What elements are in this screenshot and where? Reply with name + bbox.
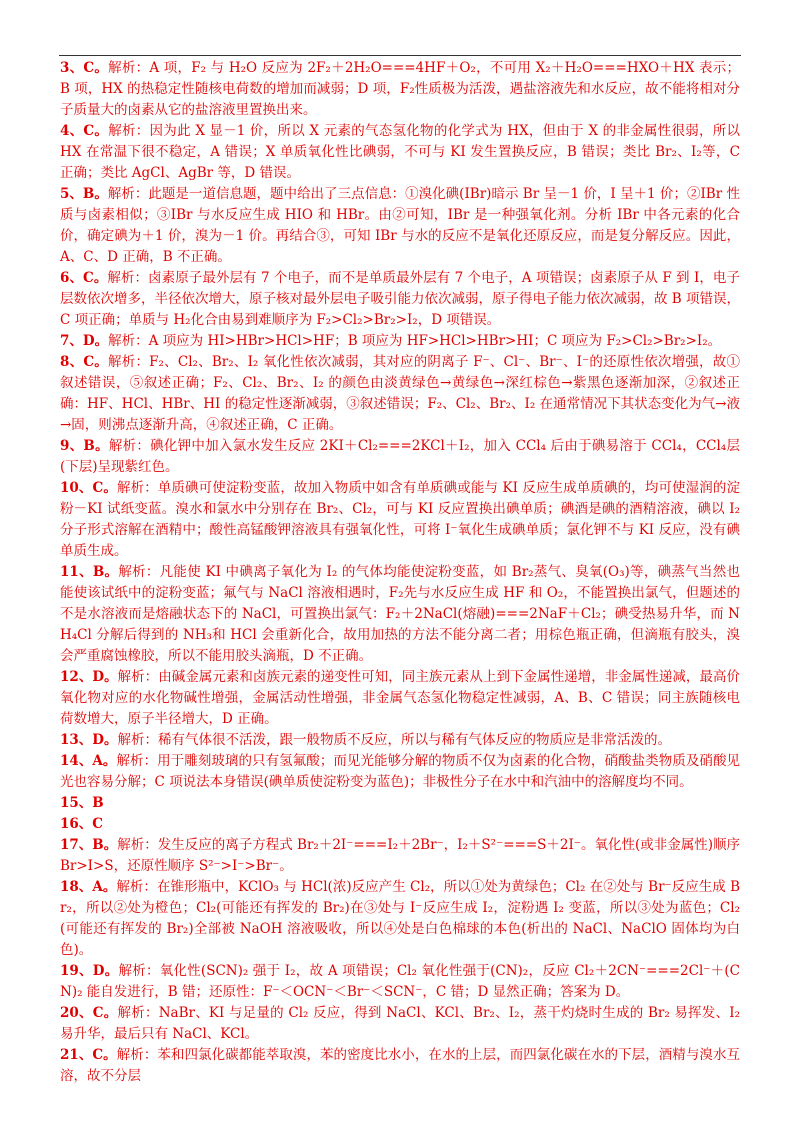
answer-label: 5、B。: [60, 186, 108, 202]
answer-explanation: 解析：卤素原子最外层有 7 个电子，而不是单质最外层有 7 个电子，A 项错误；卤素原子从 F 到 I，电子层数依次增多，半径依次增大，原子核对最外层电子吸引能力依次减弱，原子得电子能力依次减弱，故 B 项错误，C 项正确；单质与 H₂化合由易到难顺序为 F₂>Cl₂>Br₂>I₂，D 项错误。: [60, 270, 741, 328]
answer-list: [60, 58, 740, 1087]
answer-label: 21、C。: [60, 1047, 117, 1063]
answer-label: 20、C。: [60, 1005, 118, 1021]
answer-item-17: [60, 835, 740, 877]
answer-explanation: 解析：由碱金属元素和卤族元素的递变性可知，同主族元素从上到下金属性递增，非金属性递减，最高价氧化物对应的水化物碱性增强，金属活动性增强，非金属气态氢化物稳定性减弱，A、B、C 错误；同主族随核电荷数增大，原子半径增大，D 正确。: [60, 669, 741, 727]
answer-explanation: 解析：苯和四氯化碳都能萃取溴，苯的密度比水小，在水的上层，而四氯化碳在水的下层，酒精与溴水互溶，故不分层: [60, 1047, 741, 1084]
answer-explanation: 解析：凡能使 KI 中碘离子氧化为 I₂ 的气体均能使淀粉变蓝，如 Br₂蒸气、臭氧(O₃)等，碘蒸气当然也能使该试纸中的淀粉变蓝；氟气与 NaCl 溶液相遇时，F₂先与水反应生成 HF 和 O₂，不能置换出氯气，但题述的不是水溶液而是熔融状态下的 NaCl，可置换出氯气：F₂＋2NaCl(熔融)===2NaF＋Cl₂；碘受热易升华，而 NH₄Cl 分解后得到的 NH₃和 HCl 会重新化合，故用加热的方法不能分离二者；用棕色瓶正确，但滴瓶有胶头，溴会严重腐蚀橡胶，所以不能用胶头滴瓶，D 不正确。: [60, 564, 740, 664]
answer-label: 4、C。: [60, 123, 109, 139]
answer-label: 15、B: [60, 795, 104, 811]
answer-explanation: 解析：单质碘可使淀粉变蓝，故加入物质中如含有单质碘或能与 KI 反应生成单质碘的，均可使湿润的淀粉－KI 试纸变蓝。溴水和氯水中分别存在 Br₂、Cl₂，可与 KI 反应置换出碘单质；碘酒是碘的酒精溶液，碘以 I₂ 分子形式溶解在酒精中；酸性高锰酸钾溶液具有强氧化性，可将 I⁻氧化生成碘单质；氯化钾不与 KI 反应，没有碘单质生成。: [60, 480, 741, 559]
answer-item-13: [60, 730, 740, 751]
answer-explanation: 解析：氧化性(SCN)₂ 强于 I₂，故 A 项错误；Cl₂ 氧化性强于(CN)₂，反应 Cl₂＋2CN⁻===2Cl⁻＋(CN)₂ 能自发进行，B 错；还原性：F⁻＜OCN⁻＜Br⁻＜SCN⁻，C 错；D 显然正确；答案为 D。: [60, 963, 740, 1000]
answer-explanation: 解析：A 项，F₂ 与 H₂O 反应为 2F₂＋2H₂O===4HF＋O₂，不可用 X₂＋H₂O===HXO＋HX 表示；B 项，HX 的热稳定性随核电荷数的增加而减弱；D 项，F₂性质极为活泼，遇盐溶液先和水反应，故不能将相对分子质量大的卤素从它的盐溶液里置换出来。: [60, 60, 740, 118]
answer-item-6: [60, 268, 740, 331]
answer-item-3: [60, 58, 740, 121]
answer-item-14: [60, 751, 740, 793]
answer-item-12: [60, 667, 740, 730]
answer-label: 6、C。: [60, 270, 108, 286]
answer-item-4: [60, 121, 740, 184]
answer-explanation: 解析：因为此 X 显－1 价，所以 X 元素的气态氢化物的化学式为 HX，但由于 X 的非金属性很弱，所以 HX 在常温下很不稳定，A 错误；X 单质氧化性比碘弱，不可与 KI 发生置换反应，B 错误；类比 Br₂、I₂等，C 正确；类比 AgCl、AgBr 等，D 错误。: [60, 123, 740, 181]
answer-label: 14、A。: [60, 753, 117, 769]
answer-explanation: 解析：A 项应为 HI>HBr>HCl>HF；B 项应为 HF>HCl>HBr>HI；C 项应为 F₂>Cl₂>Br₂>I₂。: [108, 333, 722, 349]
answer-explanation: 解析：此题是一道信息题，题中给出了三点信息：①溴化碘(IBr)暗示 Br 呈－1 价，I 呈＋1 价；②IBr 性质与卤素相似；③IBr 与水反应生成 HIO 和 HBr。由②可知，IBr 是一种强氧化剂。分析 IBr 中各元素的化合价，确定碘为＋1 价，溴为－1 价。再结合③，可知 IBr 与水的反应不是氧化还原反应，而是复分解反应。因此，A、C、D 正确，B 不正确。: [60, 186, 740, 265]
answer-item-21: [60, 1045, 740, 1087]
answer-label: 19、D。: [60, 963, 119, 979]
answer-item-18: [60, 877, 740, 961]
answer-item-5: [60, 184, 740, 268]
answer-item-11: [60, 562, 740, 667]
answer-label: 11、B。: [60, 564, 119, 580]
answer-label: 3、C。: [60, 60, 109, 76]
answer-explanation: 解析：NaBr、KI 与足量的 Cl₂ 反应，得到 NaCl、KCl、Br₂、I₂，蒸干灼烧时生成的 Br₂ 易挥发、I₂ 易升华，最后只有 NaCl、KCl。: [60, 1005, 741, 1042]
answer-item-16: [60, 814, 740, 835]
answer-explanation: 解析：F₂、Cl₂、Br₂、I₂ 氧化性依次减弱，其对应的阴离子 F⁻、Cl⁻、Br⁻、I⁻的还原性依次增强，故①叙述错误，⑤叙述正确；F₂、Cl₂、Br₂、I₂ 的颜色由淡黄绿色→黄绿色→深红棕色→紫黑色逐渐加深，②叙述正确：HF、HCl、HBr、HI 的稳定性逐渐减弱，③叙述错误；F₂、Cl₂、Br₂、I₂ 在通常情况下其状态变化为气→液→固，则沸点逐渐升高，④叙述正确，C 正确。: [60, 354, 740, 433]
answer-item-9: [60, 436, 740, 478]
answer-label: 16、C: [60, 816, 104, 832]
answer-label: 9、B。: [60, 438, 109, 454]
answer-label: 18、A。: [60, 879, 117, 895]
answer-label: 8、C。: [60, 354, 109, 370]
answer-item-20: [60, 1003, 740, 1045]
answer-label: 13、D。: [60, 732, 118, 748]
answer-item-15: [60, 793, 740, 814]
answer-label: 17、B。: [60, 837, 118, 853]
header-rule: [59, 55, 741, 56]
answer-explanation: 解析：发生反应的离子方程式 Br₂＋2I⁻===I₂＋2Br⁻，I₂＋S²⁻===S＋2I⁻。氧化性(或非金属性)顺序 Br>I>S，还原性顺序 S²⁻>I⁻>Br⁻。: [60, 837, 741, 874]
answer-label: 10、C。: [60, 480, 117, 496]
answer-label: 7、D。: [60, 333, 109, 349]
answer-item-7: [60, 331, 740, 352]
answer-label: 12、D。: [60, 669, 118, 685]
answer-item-8: [60, 352, 740, 436]
answer-explanation: 解析：在锥形瓶中，KClO₃ 与 HCl(浓)反应产生 Cl₂，所以①处为黄绿色；Cl₂ 在②处与 Br⁻反应生成 Br₂，所以②处为橙色；Cl₂(可能还有挥发的 Br₂)在③处与 I⁻反应生成 I₂，淀粉遇 I₂ 变蓝，所以③处为蓝色；Cl₂(可能还有挥发的 Br₂)全部被 NaOH 溶液吸收，所以④处是白色棉球的本色(析出的 NaCl、NaClO 固体均为白色)。: [60, 879, 741, 958]
answer-item-10: [60, 478, 740, 562]
answer-explanation: 解析：稀有气体很不活泼，跟一般物质不反应，所以与稀有气体反应的物质应是非常活泼的。: [117, 732, 671, 748]
answer-explanation: 解析：用于雕刻玻璃的只有氢氟酸；而见光能够分解的物质不仅为卤素的化合物，硝酸盐类物质及硝酸见光也容易分解；C 项说法本身错误(碘单质使淀粉变为蓝色)；非极性分子在水中和汽油中的溶解度均不同。: [60, 753, 740, 790]
answer-explanation: 解析：碘化钾中加入氯水发生反应 2KI＋Cl₂===2KCl＋I₂，加入 CCl₄ 后由于碘易溶于 CCl₄，CCl₄层(下层)呈现紫红色。: [60, 438, 740, 475]
answer-item-19: [60, 961, 740, 1003]
